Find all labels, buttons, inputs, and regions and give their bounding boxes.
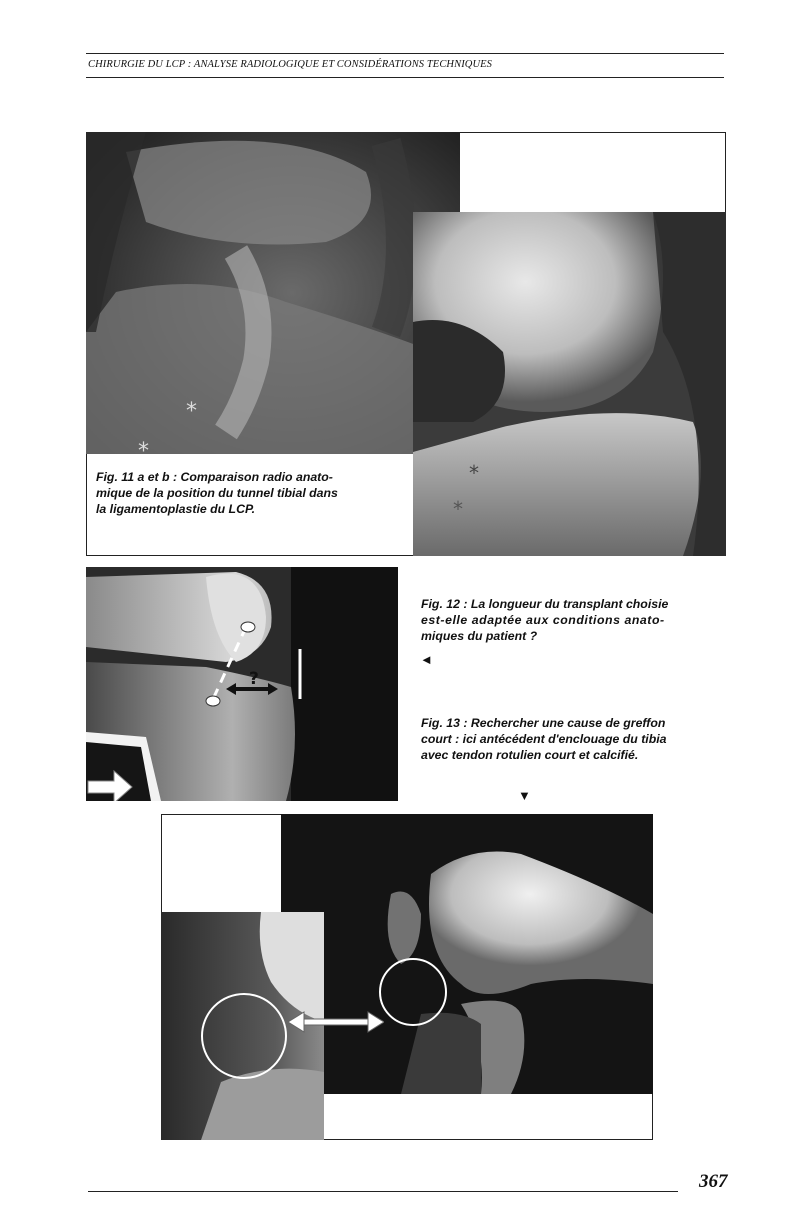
fig11a-marker-star-2: *: [138, 439, 149, 454]
running-title: CHIRURGIE DU LCP : ANALYSE RADIOLOGIQUE ET CONSIDÉRATIONS TECHNIQUES: [88, 59, 493, 70]
fig13-caption-line-2: court : ici antécédent d'enclouage du tibia: [421, 732, 667, 746]
fig11-caption: [96, 469, 406, 517]
header-top-rule: [86, 53, 724, 54]
fig12-caption-line-1: Fig. 12 : La longueur du transplant choisie: [421, 597, 669, 611]
fig12-question-mark: ?: [249, 669, 259, 689]
fig13-caption: [421, 715, 729, 763]
fig11a-anatomy-photo: [86, 132, 460, 454]
fig13-caption-line-1: Fig. 13 : Rechercher une cause de greffon: [421, 716, 666, 730]
fig11a-marker-star: *: [186, 399, 197, 424]
fig11b-marker-star-2: *: [453, 497, 463, 521]
fig11b-xray: [413, 212, 726, 556]
fig11-caption-line-1: Fig. 11 a et b : Comparaison radio anato-: [96, 470, 333, 484]
fig13-caption-line-3: avec tendon rotulien court et calcifié.: [421, 748, 639, 762]
fig12-xray: [86, 567, 398, 801]
fig13-xray-lateral: [281, 814, 653, 1094]
fig13-pointer-down-arrow-icon: ▼: [518, 788, 531, 803]
fig12-pointer-left-arrow-icon: ◄: [420, 652, 433, 667]
fig11-caption-line-3: la ligamentoplastie du LCP.: [96, 502, 255, 516]
fig11b-marker-star: *: [469, 461, 479, 485]
footer-rule: [88, 1191, 678, 1192]
fig12-caption: [421, 596, 729, 644]
fig11-caption-line-2: mique de la position du tunnel tibial dans: [96, 486, 338, 500]
page-number: 367: [699, 1171, 728, 1192]
header-bottom-rule: [86, 77, 724, 78]
fig12-caption-line-2: est-elle adaptée aux conditions anato-: [421, 613, 665, 627]
fig12-caption-line-3: miques du patient ?: [421, 629, 538, 643]
fig13-double-arrow-icon: [288, 1010, 384, 1034]
